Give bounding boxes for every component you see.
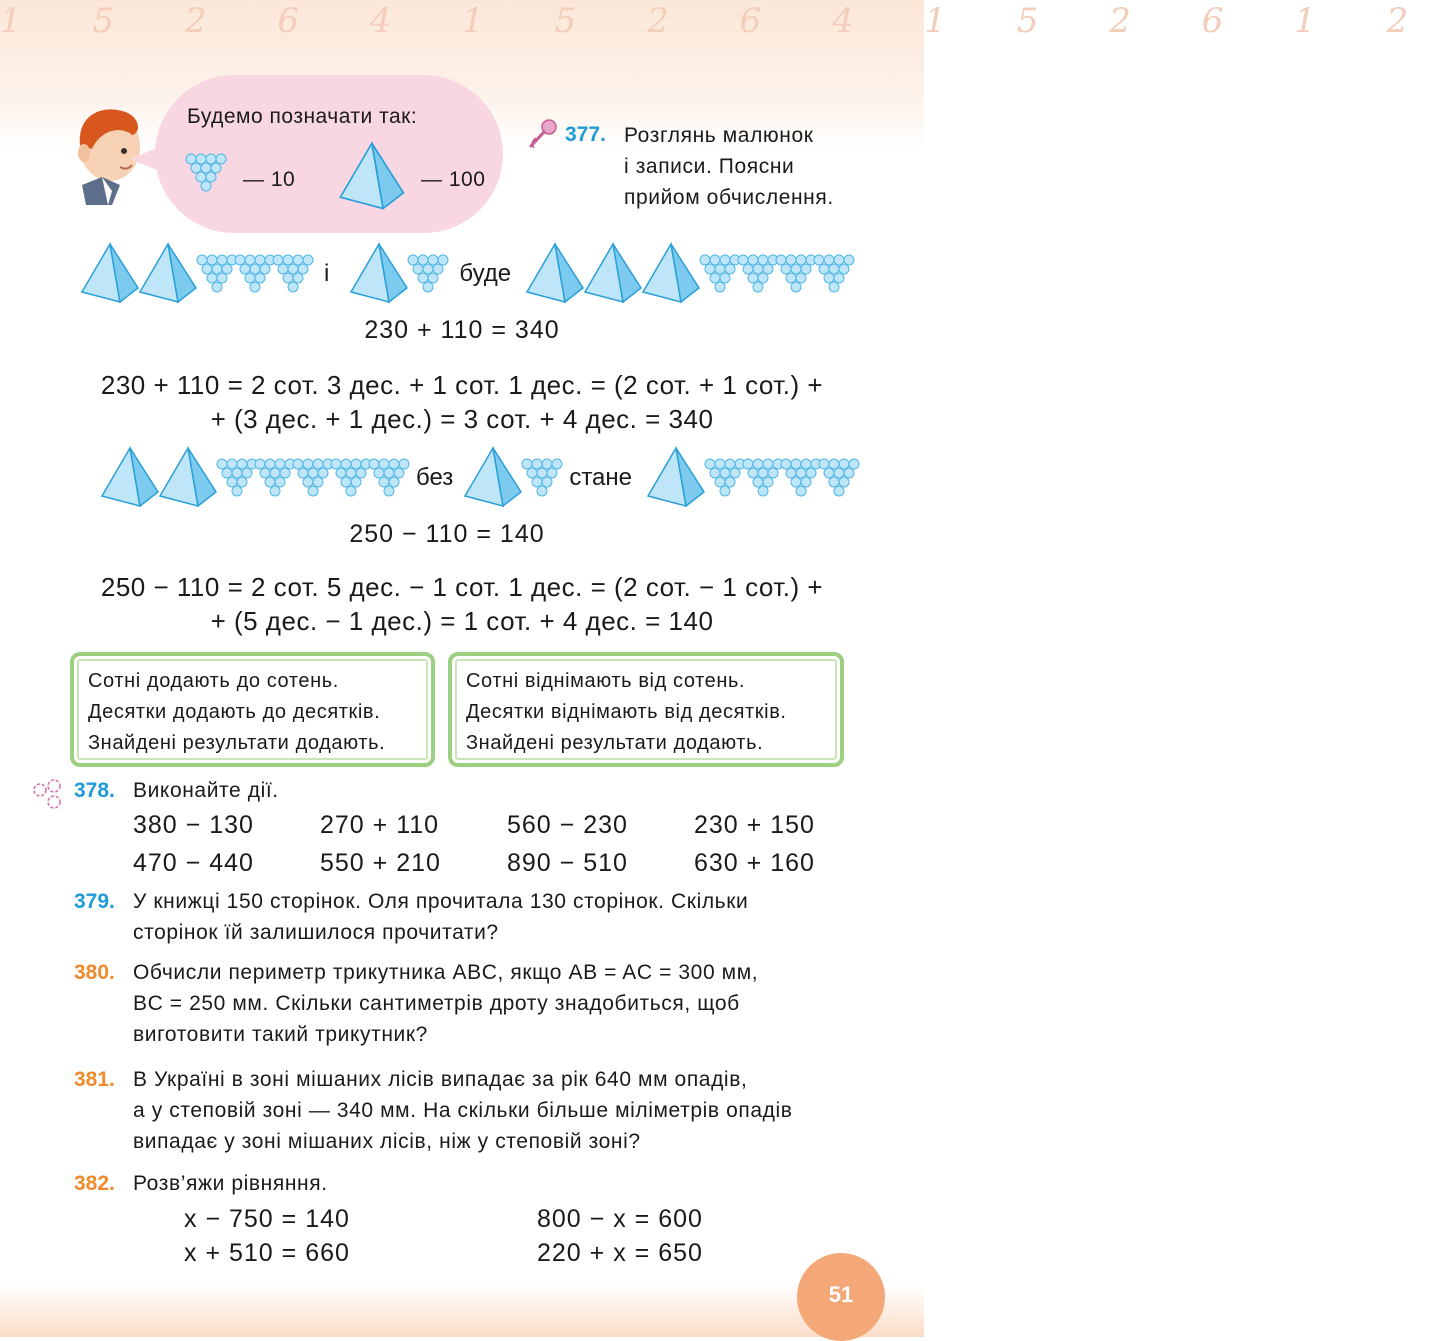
equation: 220 + x = 650 — [537, 1239, 703, 1267]
word-and: і — [324, 260, 330, 287]
exercise-377-number: 377. — [565, 123, 606, 146]
exercise-378-number: 378. — [74, 779, 115, 802]
ten-triangle-icon — [272, 254, 314, 294]
ten-triangle-icon — [737, 254, 779, 294]
equation-subtraction: 250 − 110 = 140 — [349, 520, 545, 548]
explanation-line: + (3 дес. + 1 дес.) = 3 сот. + 4 дес. = 340 — [210, 404, 714, 434]
subtraction-rule-box — [448, 652, 844, 767]
exercise-379-number: 379. — [74, 890, 115, 913]
exercise-380-text — [133, 957, 758, 1050]
addition-picture-row — [80, 242, 851, 306]
microphone-icon — [528, 118, 558, 150]
ten-triangle-icon — [742, 458, 784, 498]
subtraction-picture-row — [100, 446, 856, 510]
equations-left — [184, 1202, 350, 1270]
ten-triangle-icon — [330, 458, 372, 498]
expression: 890 − 510 — [507, 849, 628, 877]
addition-explanation — [0, 368, 924, 436]
pyramid-icon — [641, 242, 703, 306]
hundred-pyramid-icon — [337, 141, 409, 213]
expression: 470 − 440 — [133, 849, 254, 877]
equations-right — [537, 1202, 703, 1270]
exercise-381-number: 381. — [74, 1068, 115, 1091]
ten-triangle-icon — [196, 254, 238, 294]
rule-line: Десятки віднімають від десятків. — [466, 701, 787, 723]
expression: 270 + 110 — [320, 811, 440, 839]
ten-triangle-icon — [813, 254, 855, 294]
ten-triangle-icon — [368, 458, 410, 498]
equation-addition: 230 + 110 = 340 — [364, 316, 560, 344]
ten-triangle-icon — [254, 458, 296, 498]
ex377-line: Розглянь малюнок — [624, 124, 814, 147]
text-line: Обчисли периметр трикутника ABC, якщо AB = AC = 300 мм, — [133, 961, 759, 984]
rule-line: Знайдені результати додають. — [466, 732, 764, 754]
text-line: а у степовій зоні — 340 мм. На скільки більше міліметрів опадів — [133, 1099, 793, 1122]
speech-bubble — [155, 75, 503, 233]
text-line: В Україні в зоні мішаних лісів випадає за рік 640 мм опадів, — [133, 1068, 748, 1091]
ten-triangle-icon — [780, 458, 822, 498]
pyramid-icon — [583, 242, 645, 306]
expression: 230 + 150 — [694, 811, 815, 839]
ten-triangle-icon — [234, 254, 276, 294]
exercise-380-number: 380. — [74, 961, 115, 984]
expression: 380 − 130 — [133, 811, 254, 839]
ten-triangle-icon — [521, 458, 563, 498]
equation: x − 750 = 140 — [184, 1205, 350, 1233]
rule-line: Десятки додають до десятків. — [88, 701, 381, 723]
hundred-label: — 100 — [421, 168, 486, 191]
word-becomes: стане — [569, 464, 632, 491]
equation: x + 510 = 660 — [184, 1239, 350, 1267]
word-will-be: буде — [459, 260, 512, 287]
expression: 560 − 230 — [507, 811, 628, 839]
pair-work-icon — [30, 778, 66, 810]
ex377-line: прийом обчислення. — [624, 186, 834, 209]
explanation-line: 250 − 110 = 2 сот. 5 дес. − 1 сот. 1 дес. = (2 сот. − 1 сот.) + — [100, 572, 824, 602]
pyramid-icon — [463, 446, 525, 510]
ex377-line: і записи. Поясни — [624, 155, 795, 178]
addition-rule-box — [70, 652, 435, 767]
ten-triangle-icon — [185, 153, 229, 193]
explanation-line: 230 + 110 = 2 сот. 3 дес. + 1 сот. 1 дес. = (2 сот. + 1 сот.) + — [100, 370, 824, 400]
rule-line: Сотні додають до сотень. — [88, 670, 339, 692]
equation: 800 − x = 600 — [537, 1205, 703, 1233]
text-line: сторінок їй залишилося прочитати? — [133, 921, 499, 944]
exercise-381-text — [133, 1064, 793, 1157]
footer-background — [0, 1285, 924, 1337]
pyramid-icon — [525, 242, 587, 306]
ten-triangle-icon — [818, 458, 860, 498]
exercise-378-title: Виконайте дії. — [133, 779, 279, 802]
decorative-digits: 1 5 2 6 4 1 5 2 6 4 1 5 2 6 1 2 — [0, 1, 1438, 41]
rule-line: Знайдені результати додають. — [88, 732, 386, 754]
expression: 550 + 210 — [320, 849, 441, 877]
expression: 630 + 160 — [694, 849, 815, 877]
rule-line: Сотні віднімають від сотень. — [466, 670, 746, 692]
text-line: У книжці 150 сторінок. Оля прочитала 130 сторінок. Скільки — [133, 890, 749, 913]
exercise-378-grid — [133, 806, 815, 882]
exercise-382-title: Розв’яжи рівняння. — [133, 1172, 328, 1195]
legend-title: Будемо позначати так: — [187, 105, 418, 128]
page-number: 51 — [797, 1253, 885, 1341]
ten-triangle-icon — [775, 254, 817, 294]
ten-triangle-icon — [704, 458, 746, 498]
ten-triangle-icon — [699, 254, 741, 294]
text-line: виготовити такий трикутник? — [133, 1023, 428, 1046]
word-without: без — [416, 464, 454, 491]
text-line: BC = 250 мм. Скільки сантиметрів дроту знадобиться, щоб — [133, 992, 740, 1015]
ten-label: — 10 — [243, 168, 296, 191]
exercise-379-text — [133, 886, 748, 948]
pyramid-icon — [138, 242, 200, 306]
ten-triangle-icon — [292, 458, 334, 498]
ten-triangle-icon — [407, 254, 449, 294]
exercise-382-number: 382. — [74, 1172, 115, 1195]
pyramid-icon — [80, 242, 142, 306]
pyramid-icon — [646, 446, 708, 510]
pyramid-icon — [158, 446, 220, 510]
exercise-377-text — [624, 120, 834, 213]
ten-triangle-icon — [216, 458, 258, 498]
pyramid-icon — [100, 446, 162, 510]
text-line: випадає у зоні мішаних лісів, ніж у степовій зоні? — [133, 1130, 641, 1153]
pyramid-icon — [349, 242, 411, 306]
explanation-line: + (5 дес. − 1 дес.) = 1 сот. + 4 дес. = 140 — [210, 606, 714, 636]
subtraction-explanation — [0, 570, 924, 638]
